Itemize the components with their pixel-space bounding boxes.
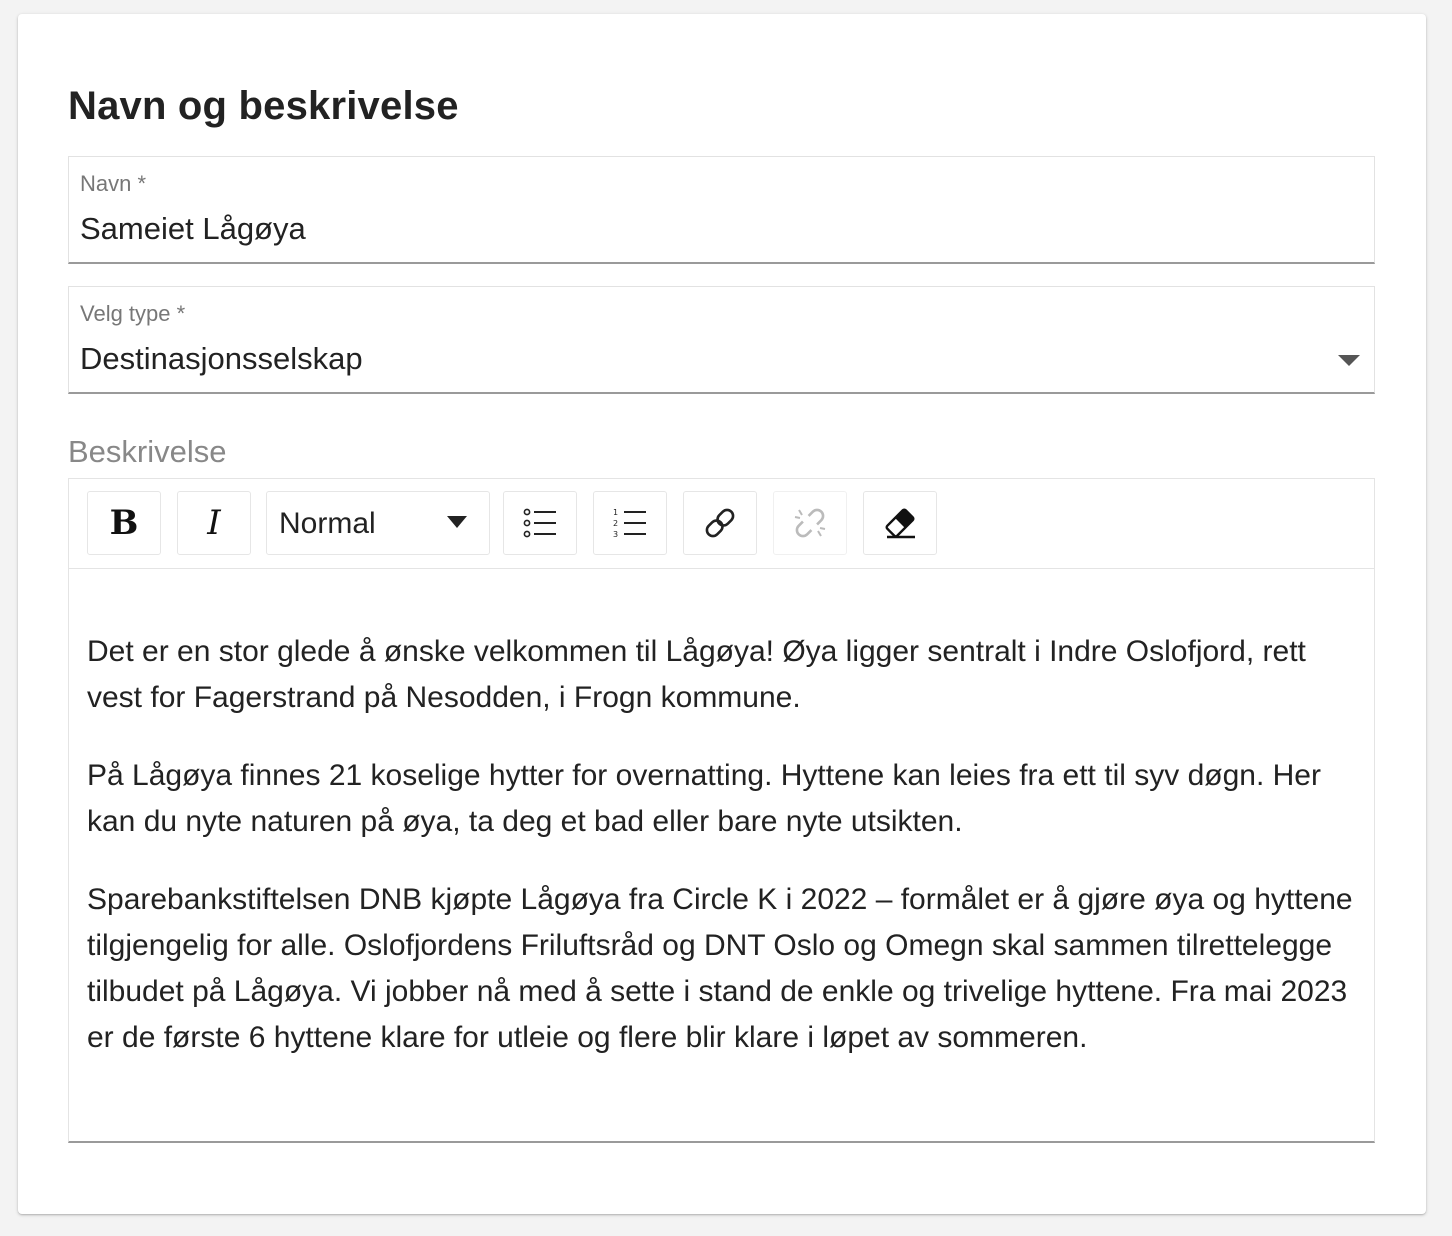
- type-select-label: Velg type *: [80, 301, 186, 326]
- name-field-label: Navn *: [80, 171, 147, 196]
- svg-text:2: 2: [613, 519, 619, 528]
- type-select-value[interactable]: Destinasjonsselskap: [80, 341, 363, 376]
- description-label: Beskrivelse: [68, 434, 227, 469]
- caret-down-icon: [447, 516, 467, 528]
- text-format-select[interactable]: [266, 491, 490, 555]
- editor-toolbar: [69, 479, 1374, 569]
- name-description-card: [18, 14, 1426, 1214]
- numbered-list-icon: [613, 508, 647, 538]
- unlink-button[interactable]: [773, 491, 847, 555]
- editor-paragraph: Det er en stor glede å ønske velkommen til Lågøya! Øya ligger sentralt i Indre Oslofjord, rett vest for Fagerstrand på Nesodden, i Frogn kommune.: [87, 635, 1306, 714]
- type-select[interactable]: [68, 286, 1375, 394]
- chevron-down-icon[interactable]: [1338, 355, 1360, 366]
- section-title: Navn og beskrivelse: [68, 84, 459, 128]
- link-icon: [703, 506, 737, 540]
- svg-text:3: 3: [613, 530, 619, 538]
- clear-format-icon: [883, 506, 917, 540]
- clear-format-button[interactable]: [863, 491, 937, 555]
- name-field-value[interactable]: Sameiet Lågøya: [80, 211, 306, 246]
- description-editor: [68, 478, 1375, 1143]
- link-button[interactable]: [683, 491, 757, 555]
- numbered-list-button[interactable]: [593, 491, 667, 555]
- name-field[interactable]: [68, 156, 1375, 264]
- italic-button[interactable]: [177, 491, 251, 555]
- bold-button[interactable]: [87, 491, 161, 555]
- bullet-list-button[interactable]: [503, 491, 577, 555]
- editor-paragraph: På Lågøya finnes 21 koselige hytter for overnatting. Hyttene kan leies fra ett til syv døgn. Her kan du nyte naturen på øya, ta deg et bad eller bare nyte utsikten.: [87, 759, 1321, 838]
- editor-paragraph: Sparebankstiftelsen DNB kjøpte Lågøya fra Circle K i 2022 – formålet er å gjøre øya og hyttene tilgjengelig for alle. Oslofjordens Friluftsråd og DNT Oslo og Omegn skal sammen tilrettelegge tilbudet på Lågøya. Vi jobber nå med å sette i stand de enkle og trivelige hyttene. Fra mai 2023 er de første 6 hyttene klare for utleie og flere blir klare i løpet av sommeren.: [87, 883, 1353, 1054]
- text-format-value: Normal: [279, 507, 376, 540]
- unlink-icon: [793, 506, 827, 540]
- editor-content[interactable]: [87, 629, 1362, 1061]
- bullet-list-icon: [523, 508, 557, 538]
- italic-icon: I: [207, 503, 221, 543]
- svg-text:1: 1: [613, 508, 619, 517]
- bold-icon: B: [109, 503, 139, 543]
